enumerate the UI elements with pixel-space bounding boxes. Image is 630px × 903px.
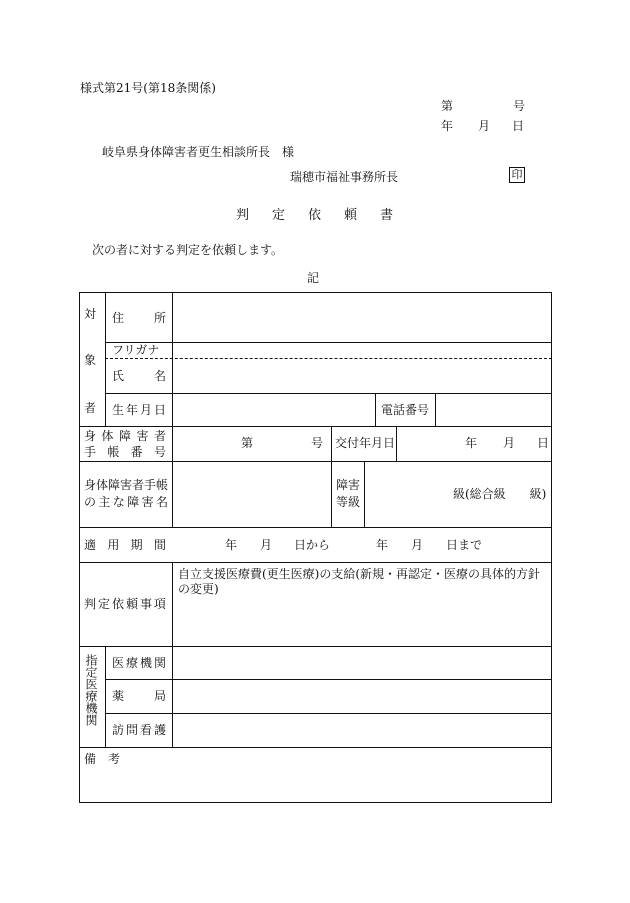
rule <box>396 426 397 461</box>
phone-label: 電話番号 <box>381 403 430 417</box>
period-label: 適 用 期 間 <box>84 538 166 552</box>
rule <box>172 292 173 426</box>
name-label: 氏 名 <box>112 369 166 383</box>
rule <box>105 292 106 426</box>
furigana-label: フリガナ <box>112 343 160 357</box>
number-prefix: 第 <box>441 99 454 113</box>
subject-char-2: 象 <box>84 353 97 367</box>
document-title: 判定依頼書 <box>236 208 417 223</box>
rule <box>331 426 332 527</box>
rule <box>79 562 552 563</box>
subject-char-1: 対 <box>84 307 97 321</box>
request-label: 判 定 依 頼 事 項 <box>84 597 166 611</box>
issue-month: 月 <box>503 436 516 450</box>
period-start-month: 月 <box>260 538 273 552</box>
designated-group-label: 指定医療機関 <box>84 654 98 726</box>
rule <box>79 461 552 462</box>
issue-day: 日 <box>537 436 550 450</box>
period-end-year: 年 <box>376 538 389 552</box>
address-label: 住 所 <box>112 311 166 325</box>
rule <box>79 646 552 647</box>
issue-year: 年 <box>465 436 478 450</box>
intro-text: 次の者に対する判定を依頼します。 <box>92 243 284 257</box>
disability-name-line2: の 主 な 障 害 名 <box>84 495 168 509</box>
disability-name-line1: 身体障害者手帳 <box>84 478 169 492</box>
medical-label: 医 療 機 関 <box>112 656 166 670</box>
addressee: 岐阜県身体障害者更生相談所長 様 <box>102 145 295 159</box>
period-start-day: 日から <box>294 538 331 552</box>
subject-char-3: 者 <box>84 401 97 415</box>
rule <box>375 393 376 426</box>
ki-mark: 記 <box>307 271 320 285</box>
form-number: 様式第21号(第18条関係) <box>80 81 216 95</box>
issue-date-label: 交付年月日 <box>335 436 396 450</box>
pharmacy-label: 薬 局 <box>112 689 166 703</box>
date-year: 年 <box>441 119 454 133</box>
date-month: 月 <box>478 119 491 133</box>
sender: 瑞穂市福祉事務所長 <box>290 170 399 184</box>
number-suffix: 号 <box>513 99 526 113</box>
birthdate-label: 生 年 月 日 <box>112 403 166 417</box>
handbook-label-line1: 身 体 障 害 者 <box>84 429 166 443</box>
grade-label-line1: 障害 <box>336 478 361 492</box>
request-text: 自立支援医療費(更生医療)の支給(新規・再認定・医療の具体的方針の変更) <box>178 567 541 596</box>
period-end-day: 日まで <box>446 538 483 552</box>
period-start-year: 年 <box>225 538 238 552</box>
handbook-label-line2: 手 帳 番 号 <box>84 445 166 459</box>
handbook-number-prefix: 第 <box>241 436 254 450</box>
nursing-label: 訪 問 看 護 <box>112 723 166 737</box>
rule <box>79 426 552 427</box>
handbook-number-suffix: 号 <box>311 436 324 450</box>
seal-mark: 印 <box>509 167 525 183</box>
grade-label-line2: 等級 <box>336 495 361 509</box>
grade-value: 級(総合級 級) <box>453 487 547 501</box>
rule <box>172 646 173 747</box>
rule <box>79 747 552 748</box>
remarks-label: 備 考 <box>84 752 121 766</box>
rule <box>172 426 173 527</box>
rule <box>105 646 106 747</box>
rule <box>364 461 365 527</box>
date-day: 日 <box>512 119 525 133</box>
rule <box>79 527 552 528</box>
rule <box>172 562 173 646</box>
period-end-month: 月 <box>411 538 424 552</box>
rule <box>435 393 436 426</box>
